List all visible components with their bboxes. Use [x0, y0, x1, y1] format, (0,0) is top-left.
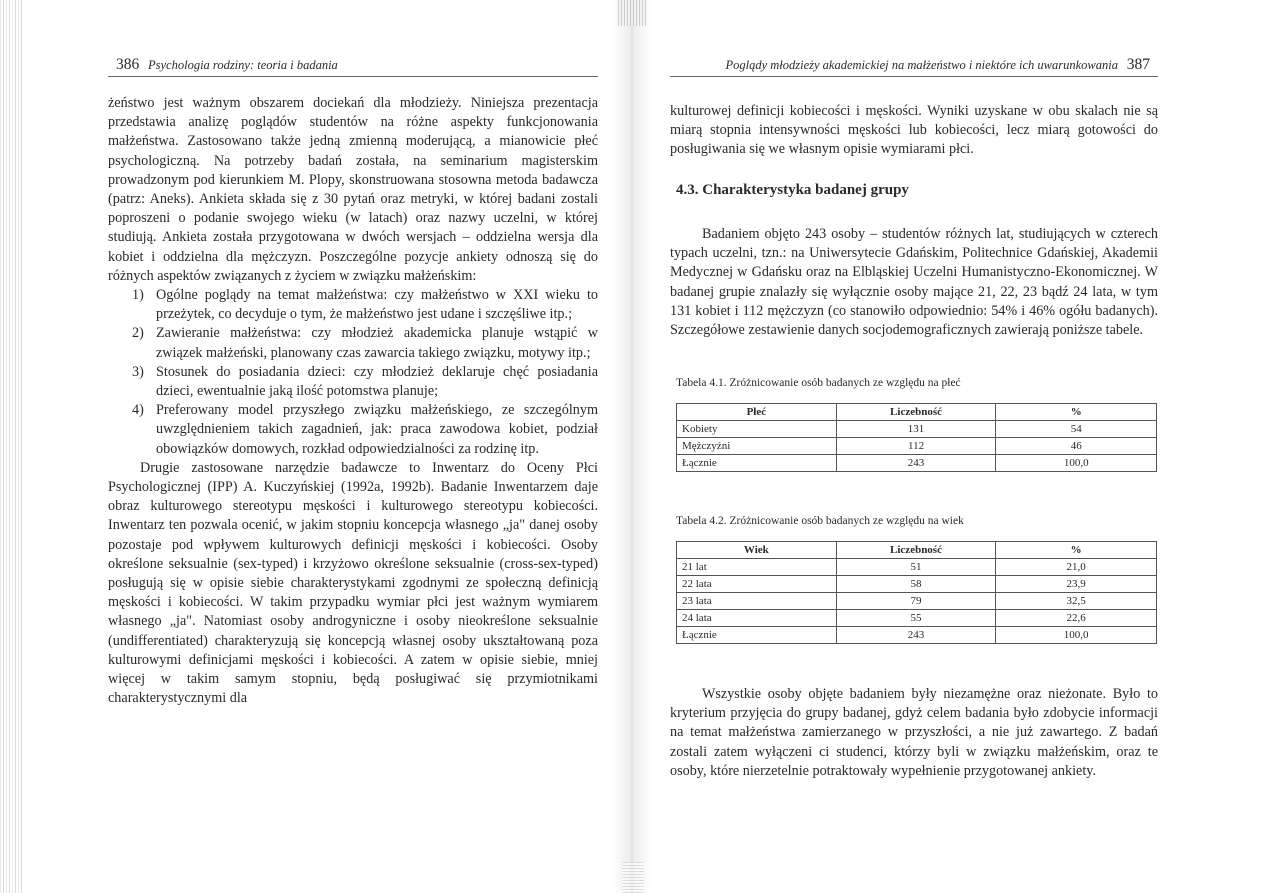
right-group-description [670, 225, 1158, 340]
right-paragraph-2: Badaniem objęto 243 osoby – studentów różnych lat, studiujących w czterech typach uczelni, tzn.: na Uniwersytecie Gdańskim, Politechnice Gdańskiej, Akademii Medycznej w Gdańsku oraz na Elbląskiej Uczelni Humanistyczno-Ekonomicznej. W badanej grupie znalazły się wyłącznie osoby mające 21, 22, 23 bądź 24 lata, w tym 131 kobiet i 112 mężczyzn (co stanowiło odpowiednio: 54% i 46% ogółu badanych). Szczegółowe zestawienie danych socjodemograficznych zawierają poniższe tabele. [670, 226, 1158, 339]
table-cell: 24 lata [677, 610, 837, 627]
list-item [108, 363, 598, 401]
right-paragraph-3: Wszystkie osoby objęte badaniem były niezamężne oraz nieżonate. Było to kryterium przyjęcia do grupy badanej, gdyż celem badania było zdobycie informacji na temat małżeństwa zamierzanego w przyszłości, a nie już zawartego. Z badań zostali zatem wyłączeni ci studenci, którzy byli w związku małżeńskim, oraz te osoby, które nierzetelnie potraktowały wypełnienie przygotowanej ankiety. [670, 686, 1158, 779]
list-item-text: Preferowany model przyszłego związku małżeńskiego, ze szczególnym uwzględnieniem takich zagadnień, jak: praca zawodowa kobiet, podział obowiązków domowych, rozkład odpowiedzialności za rodzinę itp. [156, 402, 598, 457]
list-item-text: Zawieranie małżeństwa: czy młodzież akademicka planuje wstąpić w związek małżeński, planowany czas zawarcia takiego związku, motywy itp.; [156, 325, 598, 361]
table-cell: 79 [836, 593, 996, 610]
scan-edge-left [0, 0, 22, 893]
table-header-cell: Wiek [677, 542, 837, 559]
table-cell: 21 lat [677, 559, 837, 576]
table-cell: Mężczyźni [677, 438, 837, 455]
table-cell: 100,0 [996, 455, 1157, 472]
table-cell: 23 lata [677, 593, 837, 610]
table-cell: 22,6 [996, 610, 1157, 627]
table-cell: Łącznie [677, 627, 837, 644]
table-cell: 243 [836, 455, 996, 472]
table-row [677, 438, 1157, 455]
table-row [677, 421, 1157, 438]
table-header-row [677, 404, 1157, 421]
list-item-number: 2) [132, 325, 144, 342]
right-page [670, 0, 1158, 893]
table-cell: Kobiety [677, 421, 837, 438]
list-item-number: 4) [132, 402, 144, 419]
left-page-number: 386 [116, 56, 140, 73]
table-cell: 22 lata [677, 576, 837, 593]
table-cell: 46 [996, 438, 1157, 455]
table-cell: 58 [836, 576, 996, 593]
table-cell: 243 [836, 627, 996, 644]
right-conclusion [670, 685, 1158, 781]
list-item-number: 1) [132, 287, 144, 304]
table-age [676, 541, 1157, 644]
table-header-cell: % [996, 542, 1157, 559]
aspects-list [108, 286, 598, 459]
table-header-cell: Płeć [677, 404, 837, 421]
right-paragraph-1: kulturowej definicji kobiecości i męskości. Wyniki uzyskane w obu skalach nie są miarą stopnia intensywności męskości lub kobiecości, lecz miarą gotowości do posługiwania się we własnym opisie wymiarami płci. [670, 103, 1158, 158]
table-header-row [677, 542, 1157, 559]
table-cell: 23,9 [996, 576, 1157, 593]
list-item-text: Ogólne poglądy na temat małżeństwa: czy małżeństwo w XXI wieku to przeżytek, co decyduje o tym, że małżeństwo jest udane i szczęśliwe itp.; [156, 287, 598, 323]
table-header-cell: Liczebność [836, 404, 996, 421]
left-running-head [108, 56, 598, 77]
right-page-number: 387 [1126, 56, 1150, 73]
table-gender [676, 403, 1157, 472]
table-cell: 112 [836, 438, 996, 455]
list-item [108, 286, 598, 324]
table-row [677, 627, 1157, 644]
list-item [108, 401, 598, 459]
left-running-title: Psychologia rodziny: teoria i badania [148, 58, 338, 72]
table-row [677, 610, 1157, 627]
list-item-number: 3) [132, 363, 144, 380]
table-row [677, 559, 1157, 576]
table1-caption: Tabela 4.1. Zróżnicowanie osób badanych ze względu na płeć [676, 377, 961, 389]
table-cell: 51 [836, 559, 996, 576]
right-running-head [670, 56, 1158, 77]
section-heading: 4.3. Charakterystyka badanej grupy [676, 182, 909, 198]
gutter-scan-artifact-bottom [622, 862, 644, 893]
book-gutter [612, 0, 652, 893]
table-cell: 55 [836, 610, 996, 627]
table-cell: 21,0 [996, 559, 1157, 576]
table-row [677, 593, 1157, 610]
right-running-title: Poglądy młodzieży akademickiej na małżeństwo i niektóre ich uwarunkowania [725, 58, 1118, 72]
left-paragraph-1: żeństwo jest ważnym obszarem dociekań dla młodzieży. Niniejsza prezentacja przedstawia analizę poglądów studentów na różne aspekty funkcjonowania małżeństwa. Zastosowano także jedną zmienną moderującą, a mianowicie płeć psychologiczną. Na potrzeby badań została, na seminarium magisterskim prowadzonym pod kierunkiem M. Plopy, skonstruowana stosowna metoda badawcza (patrz: Aneks). Ankieta składa się z 30 pytań oraz metryki, w której badani zostali poproszeni o podanie swojego wieku (w latach) oraz nazwy uczelni, w której studiują. Ankieta została przygotowana w dwóch wersjach – oddzielna wersja dla kobiet i oddzielna dla mężczyzn. Poszczególne pozycje ankiety odnoszą się do różnych aspektów związanych z życiem w związku małżeńskim: [108, 95, 598, 284]
table-header-cell: Liczebność [836, 542, 996, 559]
left-page [108, 0, 598, 893]
right-intro [670, 102, 1158, 160]
left-body [108, 94, 598, 709]
list-item [108, 324, 598, 362]
table-cell: 54 [996, 421, 1157, 438]
table2-caption: Tabela 4.2. Zróżnicowanie osób badanych ze względu na wiek [676, 515, 964, 527]
table-header-cell: % [996, 404, 1157, 421]
table-row [677, 576, 1157, 593]
table-cell: 131 [836, 421, 996, 438]
table-cell: Łącznie [677, 455, 837, 472]
table-row [677, 455, 1157, 472]
table-cell: 100,0 [996, 627, 1157, 644]
table-cell: 32,5 [996, 593, 1157, 610]
left-paragraph-2: Drugie zastosowane narzędzie badawcze to Inwentarz do Oceny Płci Psychologicznej (IPP) A. Kuczyńskiej (1992a, 1992b). Badanie Inwentarzem daje obraz kulturowego stereotypu męskości i kulturowego stereotypu kobiecości. Inwentarz ten pozwala ocenić, w jakim stopniu koncepcja własnego „ja" danej osoby pozostaje pod wpływem kulturowych definicji męskości i kobiecości. Osoby określone seksualnie (sex-typed) i krzyżowo określone seksualnie (cross-sex-typed) posługują się w opisie siebie charakterystykami zgodnymi ze społeczną definicją męskości i kobiecości. W takim przypadku wymiar płci jest ważnym wymiarem własnego „ja". Natomiast osoby androgyniczne i osoby nieokreślone seksualnie (undifferentiated) charakteryzują się koncepcją własnej osoby ukształtowaną poza kulturowymi definicjami męskości i kobiecości. A zatem w opisie siebie, mniej więcej w takim samym stopniu, będą posługiwać się przymiotnikami charakterystycznymi dla [108, 459, 598, 707]
list-item-text: Stosunek do posiadania dzieci: czy młodzież deklaruje chęć posiadania dzieci, ewentualnie jaką ilość potomstwa planuje; [156, 363, 598, 400]
gutter-scan-artifact-top [618, 0, 646, 26]
